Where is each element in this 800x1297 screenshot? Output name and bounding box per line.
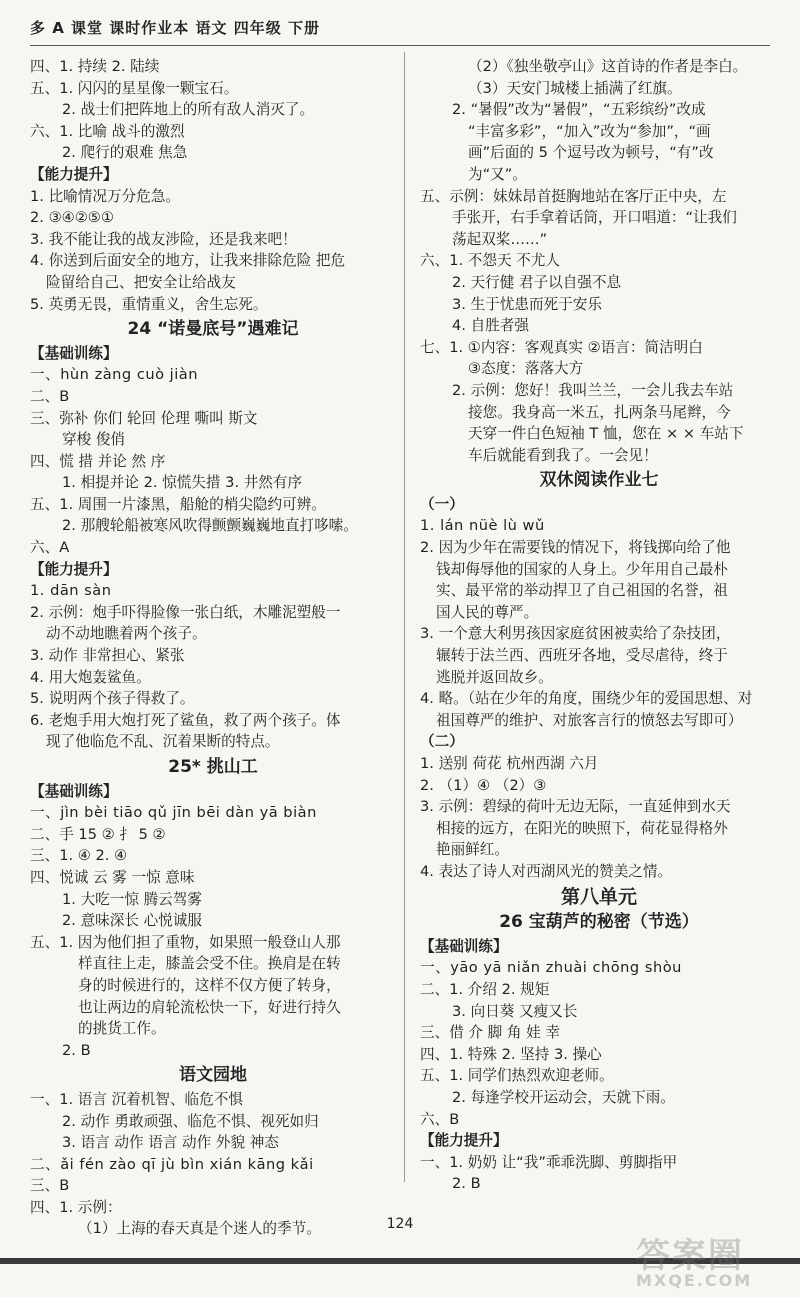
answer-line: 2. B (62, 1041, 91, 1059)
watermark-main: 答案圈 (636, 1236, 744, 1276)
column-divider (404, 52, 405, 1182)
pinyin-line: 一、jìn bèi tiāo qǔ jīn bēi dàn yā biàn (30, 804, 317, 822)
answer-line: 四、1. 示例： (30, 1198, 122, 1216)
answer-line: 2. B (452, 1175, 481, 1193)
section-label: 【基础训练】 (420, 937, 508, 955)
answer-line: 一、1. 奶奶 让“我”乖乖洗脚、剪脚指甲 (420, 1153, 678, 1171)
pinyin-line: 1. lán nüè lù wǔ (420, 517, 545, 535)
answer-line: 五、1. 周围一片漆黑，船舱的梢尖隐约可辨。 (30, 495, 326, 513)
pinyin-line: 二、ǎi fén zào qī jù bìn xián kāng kǎi (30, 1155, 314, 1173)
answer-line: 也让两边的肩轮流松快一下，好进行持久 (78, 998, 341, 1016)
lesson-title: 25* 挑山工 (168, 757, 258, 777)
answer-line: 1. 相提并论 2. 惊慌失措 3. 井然有序 (62, 474, 303, 492)
answer-line: 艳丽鲜红。 (436, 841, 509, 859)
answer-line: 钱却侮辱他的国家的人身上。少年用自己最朴 (436, 560, 728, 578)
answer-line: 二、手 15 ② 扌 5 ② (30, 825, 166, 843)
answer-line: 4. 你送到后面安全的地方，让我来排除危险 把危 (30, 252, 346, 270)
answer-line: 六、A (30, 539, 70, 557)
answer-line: 2. 天行健 君子以自强不息 (452, 273, 622, 291)
answer-line: 一、1. 语言 沉着机智、临危不惧 (30, 1090, 243, 1108)
answer-line: 四、1. 特殊 2. 坚持 3. 操心 (420, 1045, 602, 1063)
answer-line: 2. （1）④ （2）③ (420, 776, 547, 794)
answer-line: 1. 大吃一惊 腾云驾雾 (62, 890, 202, 908)
lesson-title: 语文园地 (179, 1065, 247, 1086)
answer-line: 三、借 介 脚 角 娃 幸 (420, 1024, 560, 1042)
answer-line: 实、最平常的举动捍卫了自己祖国的名誉，祖 (436, 582, 728, 600)
answer-line: 天穿一件白色短袖 T 恤，您在 × × 车站下 (468, 425, 744, 443)
answer-line: 4. 表达了诗人对西湖风光的赞美之情。 (420, 862, 673, 880)
section-label: 【能力提升】 (420, 1132, 508, 1150)
answer-line: （2）《独坐敬亭山》这首诗的作者是李白。 (468, 58, 748, 75)
answer-line: 1. 送别 荷花 杭州西湖 六月 (420, 755, 599, 772)
answer-line: 现了他临危不乱、沉着果断的特点。 (46, 733, 280, 751)
answer-line: 3. 向日葵 又瘦又长 (452, 1002, 578, 1020)
answer-line: 2. ③④②⑤① (30, 209, 114, 227)
answer-line: 辗转于法兰西、西班牙各地，受尽虐待，终于 (436, 647, 728, 665)
answer-line: 1. 比喻情况万分危急。 (30, 187, 180, 205)
answer-line: 五、1. 因为他们担了重物，如果照一般登山人那 (30, 933, 341, 951)
section-label: （二） (420, 733, 464, 751)
answer-line: 六、B (420, 1110, 460, 1128)
right-column (420, 56, 778, 1195)
answer-line: 四、慌 措 并论 然 序 (30, 452, 166, 470)
pinyin-line: 一、hùn zàng cuò jiàn (30, 366, 198, 384)
lesson-title: 24 “诺曼底号”遇难记 (127, 319, 299, 340)
page-number: 124 (386, 1216, 414, 1232)
answer-line: 3. 示例：碧绿的荷叶无边无际，一直延伸到水天 (420, 798, 731, 816)
answer-line: 五、1. 同学们热烈欢迎老师。 (420, 1067, 614, 1085)
answer-line: 身的时候进行的，这样不仅方便了转身， (78, 976, 341, 994)
answer-line: 画”后面的 5 个逗号改为顿号，“有”改 (468, 144, 714, 162)
answer-line: 五、1. 闪闪的星星像一颗宝石。 (30, 79, 239, 97)
unit-title: 第八单元 (560, 885, 637, 908)
pinyin-line: 一、yāo yā niǎn zhuài chōng shòu (420, 959, 682, 977)
answer-line: 3. 一个意大利男孩因家庭贫困被卖给了杂技团， (420, 625, 731, 643)
answer-line: 五、示例：妹妹昂首挺胸地站在客厅正中央，左 (420, 187, 727, 205)
answer-line: 四、1. 持续 2. 陆续 (30, 58, 160, 75)
answer-line: 6. 老炮手用大炮打死了鲨鱼，救了两个孩子。体 (30, 711, 341, 729)
answer-line: 2. 示例：炮手吓得脸像一张白纸，木雕泥塑般一 (30, 603, 341, 621)
section-label: 【基础训练】 (30, 344, 118, 362)
answer-line: 2. “暑假”改为“暑假”，“五彩缤纷”改成 (452, 101, 706, 119)
answer-line: 接您。我身高一米五，扎两条马尾辫，今 (468, 403, 731, 421)
answer-line: 4. 用大炮轰鲨鱼。 (30, 668, 151, 686)
answer-line: 2. 示例：您好！我叫兰兰，一会儿我去车站 (452, 381, 734, 399)
section-label: 【能力提升】 (30, 165, 118, 183)
answer-line: 七、1. ①内容：客观真实 ②语言：简洁明白 (420, 338, 703, 356)
answer-line: 三、B (30, 1177, 70, 1195)
pinyin-line: 1. dān sàn (30, 582, 112, 600)
left-column (30, 56, 396, 1240)
section-label: 【能力提升】 (30, 560, 118, 578)
answer-line: 2. 因为少年在需要钱的情况下，将钱掷向给了他 (420, 539, 731, 557)
section-label: （一） (420, 495, 464, 513)
answer-line: 二、B (30, 387, 70, 405)
answer-line: 为“又”。 (468, 165, 527, 183)
answer-line: （1）上海的春天真是个迷人的季节。 (78, 1220, 321, 1238)
section-label: 【基础训练】 (30, 782, 118, 800)
answer-line: 3. 生于忧患而死于安乐 (452, 295, 602, 313)
answer-line: 4. 自胜者强 (452, 317, 529, 335)
answer-line: 3. 语言 动作 语言 动作 外貌 神态 (62, 1134, 279, 1152)
watermark-sub: MXQE.COM (636, 1271, 753, 1290)
answer-line: 2. 意味深长 心悦诚服 (62, 912, 202, 930)
answer-line: 2. 每逢学校开运动会，天就下雨。 (452, 1088, 675, 1106)
watermark-logo (636, 1228, 786, 1290)
answer-line: 荡起双桨……” (452, 230, 548, 248)
answer-line: 的挑货工作。 (78, 1020, 166, 1038)
answer-line: 2. 爬行的艰难 焦急 (62, 144, 188, 162)
lesson-title: 双休阅读作业七 (539, 470, 659, 491)
answer-line: 祖国尊严的维护、对旅客言行的愤怒去写即可） (436, 711, 743, 729)
answer-line: “丰富多彩”，“加入”改为“参加”，“画 (468, 122, 711, 140)
answer-line: 二、1. 介绍 2. 规矩 (420, 980, 550, 998)
answer-line: 5. 说明两个孩子得救了。 (30, 690, 195, 708)
answer-line: 5. 英勇无畏，重情重义，舍生忘死。 (30, 295, 268, 313)
answer-line: 2. 战士们把阵地上的所有敌人消灭了。 (62, 101, 315, 119)
answer-line: 逃脱并返回故乡。 (436, 668, 553, 686)
answer-line: 2. 动作 勇敢顽强、临危不惧、视死如归 (62, 1112, 319, 1130)
answer-line: 手张开，右手拿着话筒，开口唱道：“让我们 (452, 209, 737, 227)
answer-line: 动不动地瞧着两个孩子。 (46, 625, 207, 643)
lesson-title: 26 宝葫芦的秘密（节选） (499, 912, 699, 933)
answer-line: 4. 略。（站在少年的角度，围绕少年的爱国思想、对 (420, 690, 753, 708)
answer-line: 国人民的尊严。 (436, 603, 539, 621)
answer-line: 三、弥补 你们 轮回 伦理 嘶叫 斯文 (30, 409, 258, 427)
answer-line: 六、1. 比喻 战斗的激烈 (30, 122, 185, 140)
page-header: 多 A 课堂 课时作业本 语文 四年级 下册 (30, 10, 770, 46)
answer-line: 险留给自己、把安全让给战友 (46, 273, 236, 291)
answer-line: 2. 那艘轮船被寒风吹得颤颤巍巍地直打哆嗦。 (62, 517, 358, 535)
answer-line: 四、悦诚 云 雾 一惊 意味 (30, 868, 195, 886)
answer-line: 样直往上走，膝盖会受不住。换肩是在转 (78, 955, 341, 973)
answer-line: 车后就能看到我了。一会见！ (468, 446, 658, 464)
answer-line: 三、1. ④ 2. ④ (30, 847, 128, 865)
answer-line: ③态度：落落大方 (468, 360, 584, 378)
answer-line: 六、1. 不怨天 不尤人 (420, 252, 560, 270)
answer-line: 穿梭 俊俏 (62, 431, 126, 449)
answer-line: 3. 我不能让我的战友涉险，还是我来吧！ (30, 230, 297, 248)
answer-line: （3）天安门城楼上插满了红旗。 (468, 79, 682, 97)
answer-line: 相接的远方，在阳光的映照下，荷花显得格外 (436, 819, 728, 837)
answer-line: 3. 动作 非常担心、紧张 (30, 647, 185, 665)
